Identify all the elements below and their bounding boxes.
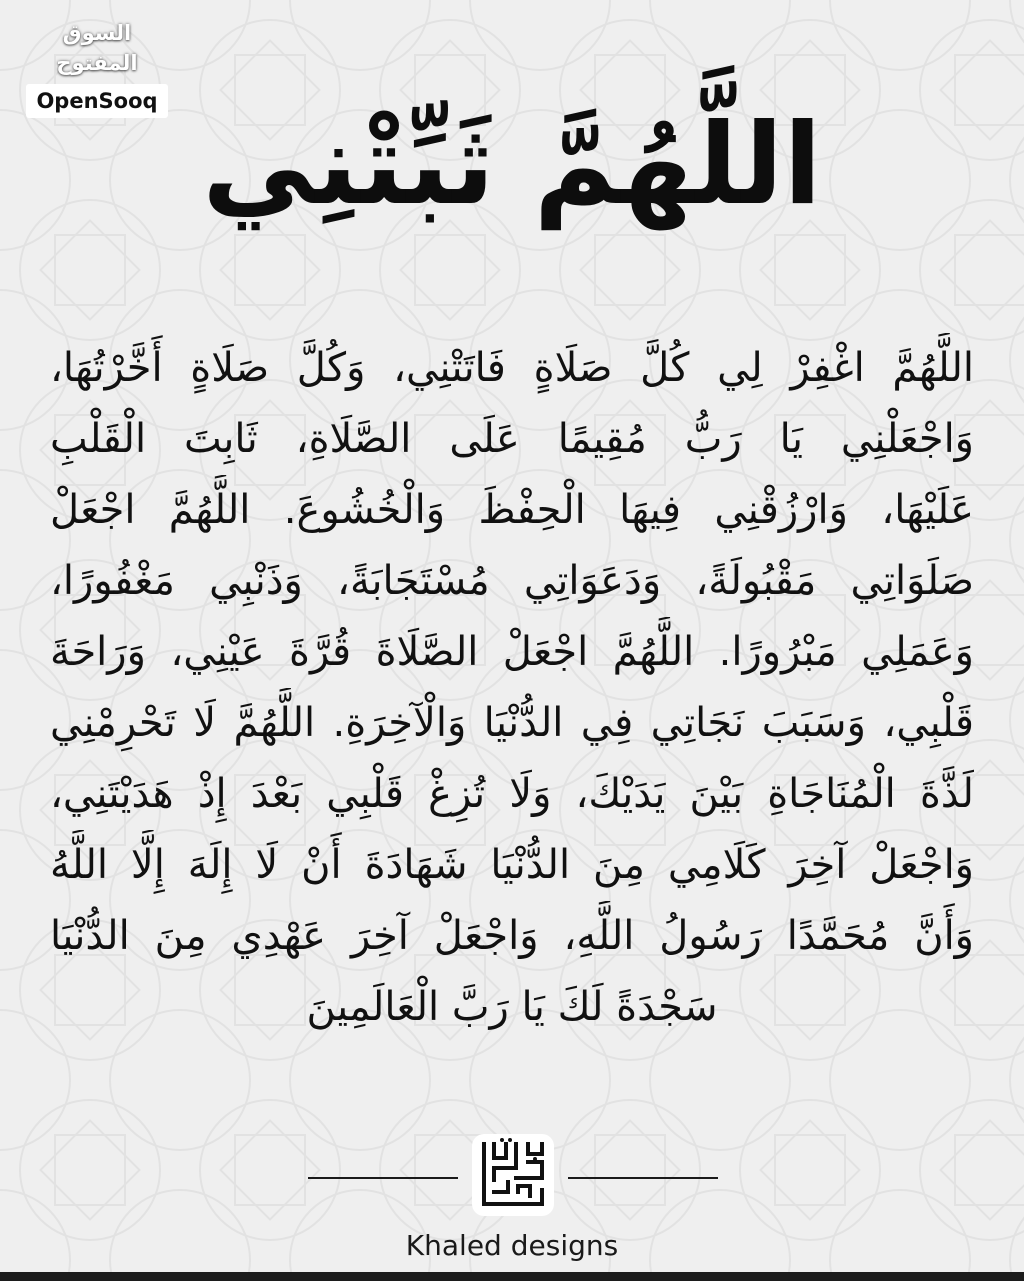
designer-credit: Khaled designs [405,1229,619,1262]
supplication-line: وَاجْعَلْ آخِرَ كَلَامِي مِنَ الدُّنْيَا شَهَادَةَ أَنْ لَا إِلَهَ إِلَّا اللَّهُ [50,842,974,888]
supplication-line: وَأَنَّ مُحَمَّدًا رَسُولُ اللَّهِ، وَاجْعَلْ آخِرَ عَهْدِي مِنَ الدُّنْيَا [50,913,974,959]
watermark-latin: OpenSooq [26,84,168,118]
supplication-line: اللَّهُمَّ اغْفِرْ لِي كُلَّ صَلَاةٍ فَاتَتْنِي، وَكُلَّ صَلَاةٍ أَخَّرْتُهَا، [50,345,974,391]
supplication-line: سَجْدَةً لَكَ يَا رَبَّ الْعَالَمِينَ [306,984,718,1030]
bottom-bar [0,1272,1024,1281]
supplication-line: عَلَيْهَا، وَارْزُقْنِي فِيهَا الْحِفْظَ وَالْخُشُوعَ. اللَّهُمَّ اجْعَلْ [50,487,974,533]
supplication-line: لَذَّةَ الْمُنَاجَاةِ بَيْنَ يَدَيْكَ، وَلَا تُزِغْ قَلْبِي بَعْدَ إِذْ هَدَيْتَنِي، [50,771,974,817]
footer-rule-left [308,1177,458,1179]
supplication-line: صَلَوَاتِي مَقْبُولَةً، وَدَعَوَاتِي مُسْتَجَابَةً، وَذَنْبِي مَغْفُورًا، [50,558,974,604]
supplication-text [50,333,974,1043]
kufic-square-logo-icon [472,1134,554,1216]
supplication-line: وَاجْعَلْنِي يَا رَبُّ مُقِيمًا عَلَى الصَّلَاةِ، ثَابِتَ الْقَلْبِ [50,416,974,462]
footer-rule-right [568,1177,718,1179]
watermark-arabic: السوق المفتوح [56,21,138,75]
opensooq-watermark [22,18,172,118]
supplication-line: وَعَمَلِي مَبْرُورًا. اللَّهُمَّ اجْعَلْ الصَّلَاةَ قُرَّةَ عَيْنِي، وَرَاحَةَ [50,629,974,675]
page-title: اللَّهُمَّ ثَبِّتْنِي [202,100,822,230]
supplication-line: قَلْبِي، وَسَبَبَ نَجَاتِي فِي الدُّنْيَا وَالْآخِرَةِ. اللَّهُمَّ لَا تَحْرِمْنِي [50,700,974,746]
